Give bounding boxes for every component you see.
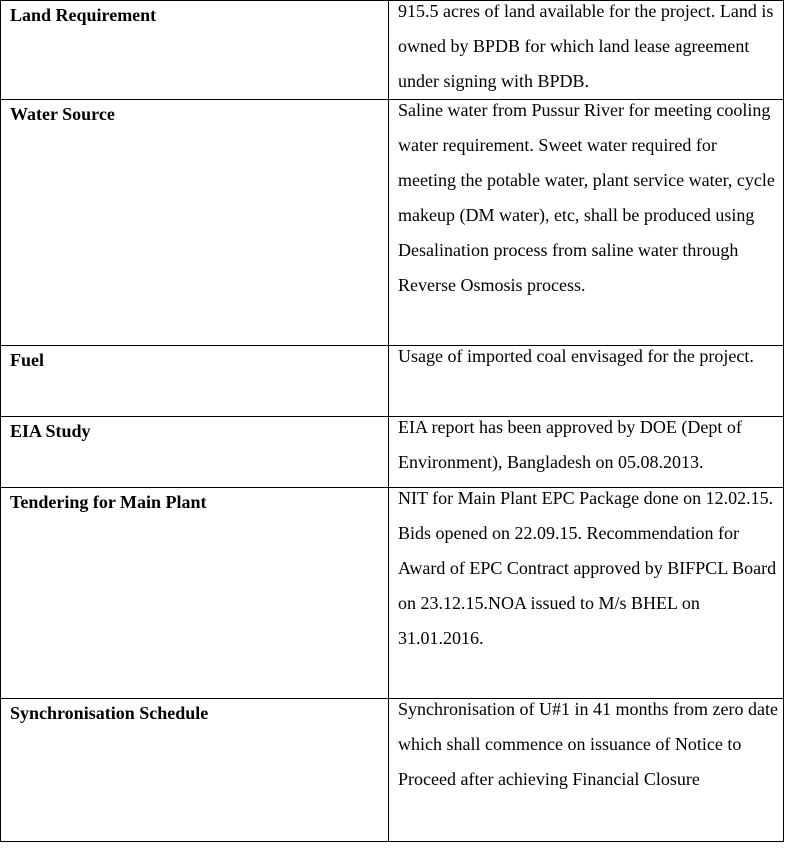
row-label: Synchronisation Schedule xyxy=(10,703,209,723)
table-row-synchronisation-schedule xyxy=(1,699,784,842)
row-label-cell xyxy=(1,488,389,699)
row-value: Synchronisation of U#1 in 41 months from zero date which shall commence on issuance of Notice to Proceed after achieving Financial Closure xyxy=(398,699,778,789)
row-value-cell xyxy=(389,1,784,100)
table-row-tendering-main-plant xyxy=(1,488,784,699)
row-label: Water Source xyxy=(10,104,115,124)
row-value: NIT for Main Plant EPC Package done on 12.02.15. Bids opened on 22.09.15. Recommendation for Award of EPC Contract approved by BIFPCL Board on 23.12.15.NOA issued to M/s BHEL on 31.01.2016. xyxy=(398,488,777,648)
row-label-cell xyxy=(1,417,389,488)
row-label-cell xyxy=(1,100,389,346)
row-value: EIA report has been approved by DOE (Dept of Environment), Bangladesh on 05.08.2013. xyxy=(398,417,742,472)
row-label: Fuel xyxy=(10,350,44,370)
table-row-eia-study xyxy=(1,417,784,488)
row-value: Saline water from Pussur River for meeting cooling water requirement. Sweet water required for meeting the potable water, plant service water, cycle makeup (DM water), etc, shall be produced using Desalination process from saline water through Reverse Osmosis process. xyxy=(398,100,775,295)
row-label-cell xyxy=(1,1,389,100)
row-label-cell xyxy=(1,346,389,417)
row-value: Usage of imported coal envisaged for the project. xyxy=(398,346,754,366)
row-value-cell xyxy=(389,100,784,346)
row-value-cell xyxy=(389,699,784,842)
row-value-cell xyxy=(389,488,784,699)
table-row-fuel xyxy=(1,346,784,417)
row-label: Land Requirement xyxy=(10,5,157,25)
row-label: EIA Study xyxy=(10,421,91,441)
row-label: Tendering for Main Plant xyxy=(10,492,207,512)
row-value-cell xyxy=(389,417,784,488)
row-label-cell xyxy=(1,699,389,842)
table-row-water-source xyxy=(1,100,784,346)
table-row-land-requirement xyxy=(1,1,784,100)
row-value: 915.5 acres of land available for the project. Land is owned by BPDB for which land lease agreement under signing with BPDB. xyxy=(398,1,774,91)
row-value-cell xyxy=(389,346,784,417)
